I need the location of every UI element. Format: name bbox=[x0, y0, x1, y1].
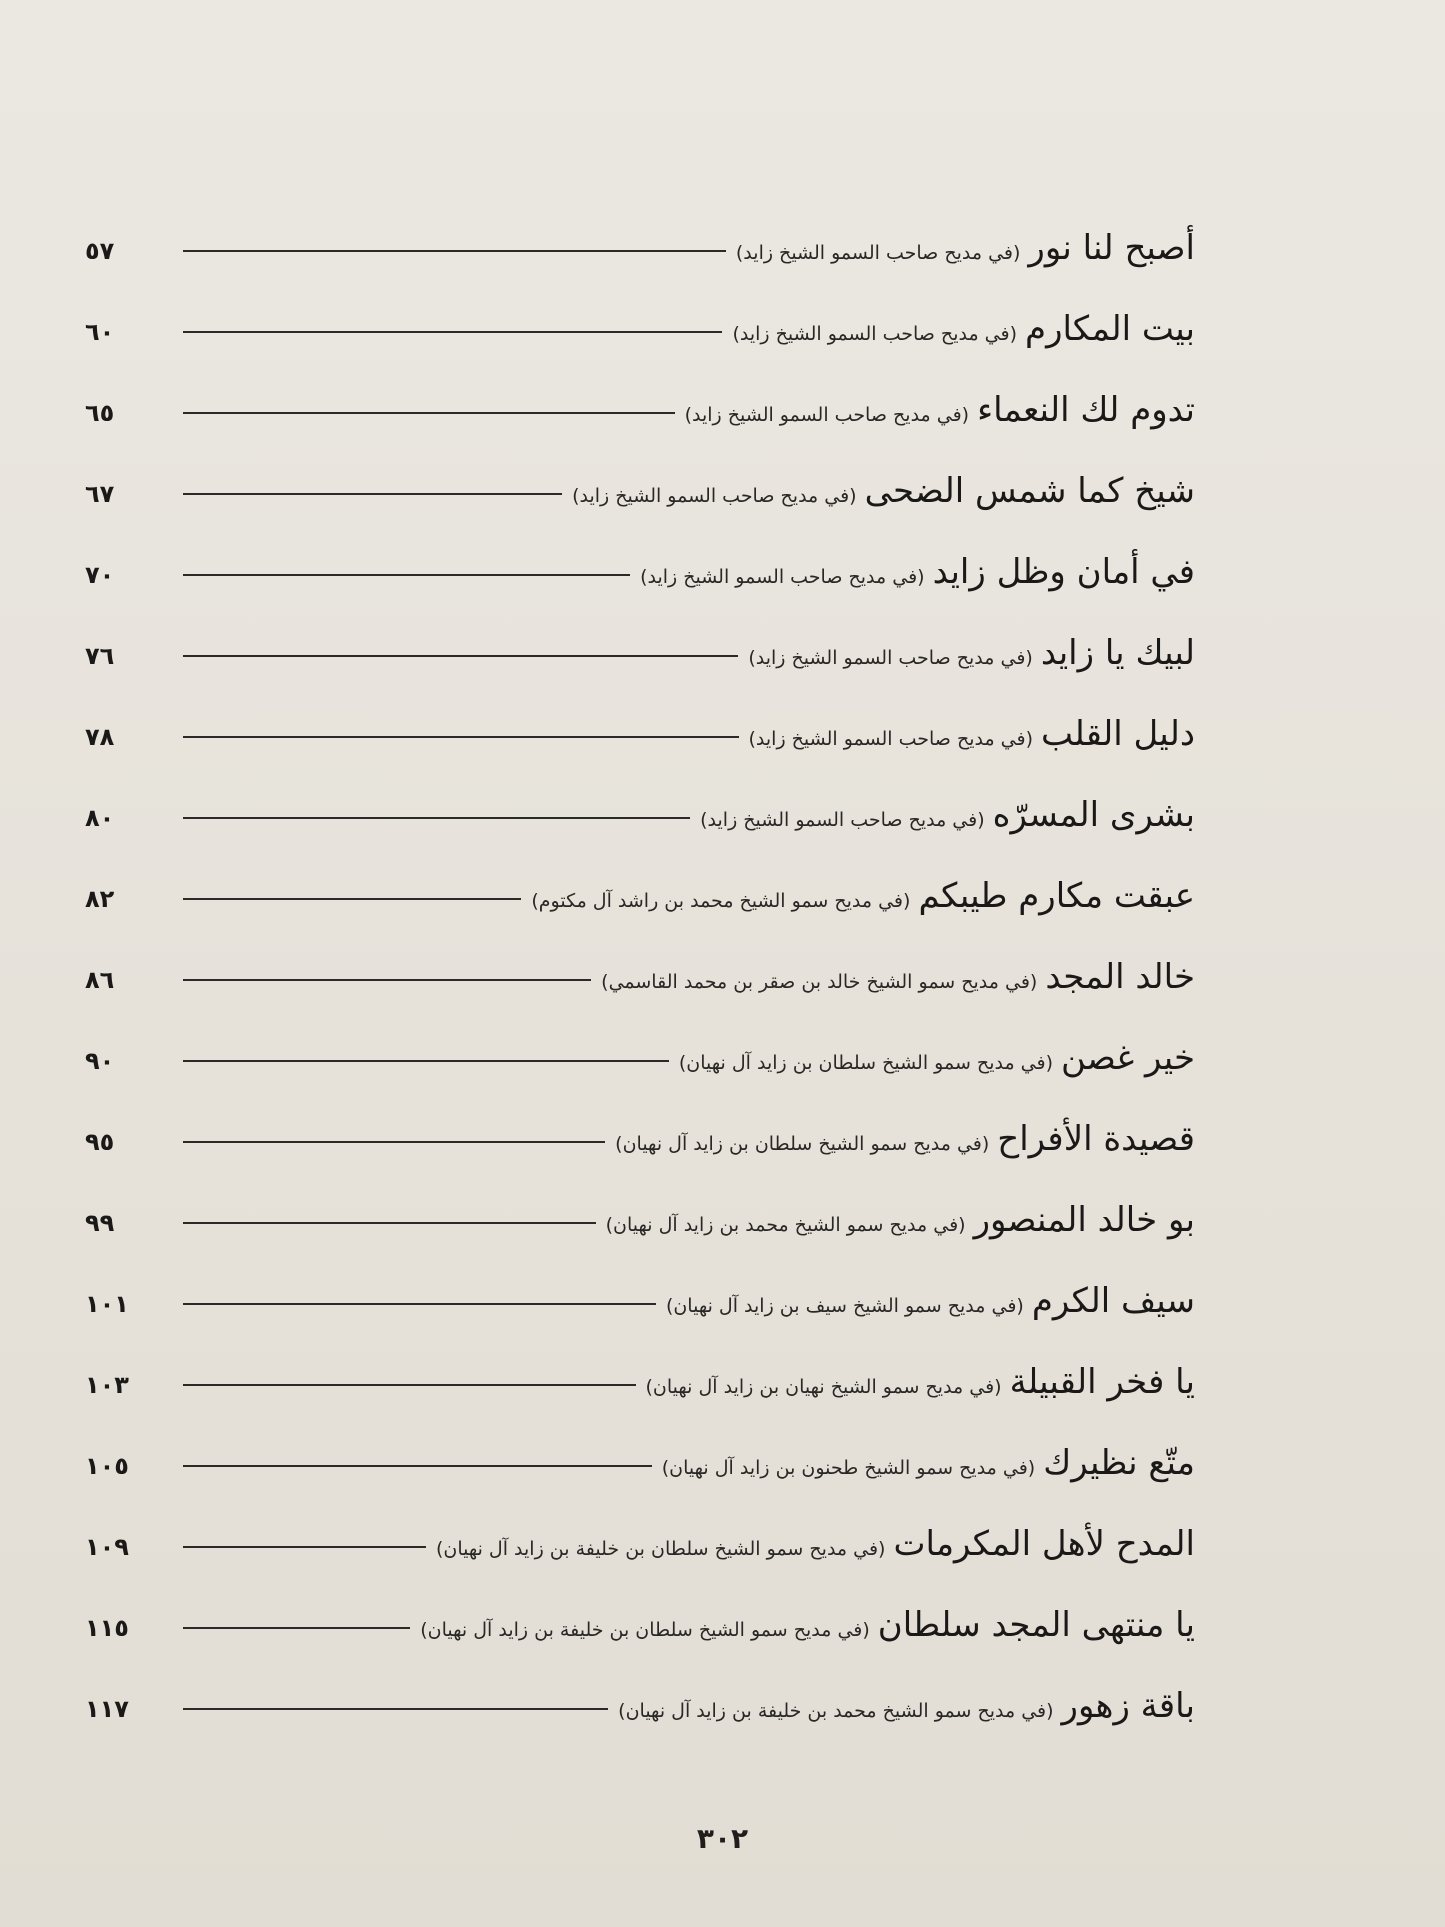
entry-page-number: ٩٠ bbox=[85, 1047, 115, 1075]
toc-entry bbox=[85, 876, 1195, 957]
entry-subtitle: (في مديح صاحب السمو الشيخ زايد) bbox=[684, 404, 970, 426]
toc-entry bbox=[85, 1686, 1195, 1767]
entry-title: شيخ كما شمس الضحى bbox=[864, 471, 1195, 511]
entry-page-number: ٧٦ bbox=[85, 642, 115, 670]
toc-entry bbox=[85, 1524, 1195, 1605]
entry-title: خالد المجد bbox=[1045, 957, 1195, 997]
entry-page-number: ٩٥ bbox=[85, 1128, 115, 1156]
entry-title: أصبح لنا نور bbox=[1028, 228, 1195, 268]
leader-line bbox=[183, 250, 726, 252]
entry-title: بو خالد المنصور bbox=[973, 1200, 1195, 1240]
entry-subtitle: (في مديح صاحب السمو الشيخ زايد) bbox=[700, 809, 985, 831]
leader-line bbox=[183, 655, 738, 657]
entry-page-number: ٩٩ bbox=[85, 1209, 115, 1237]
entry-page-number: ١١٥ bbox=[85, 1614, 129, 1642]
page-folio-number: ٣٠٢ bbox=[696, 1822, 749, 1855]
entry-subtitle: (في مديح صاحب السمو الشيخ زايد) bbox=[640, 566, 925, 588]
entry-title: دليل القلب bbox=[1041, 714, 1195, 754]
entry-subtitle: (في مديح سمو الشيخ خالد بن صقر بن محمد القاسمي) bbox=[601, 971, 1038, 993]
toc-entry bbox=[85, 471, 1195, 552]
toc-entry bbox=[85, 795, 1195, 876]
entry-title: متّع نظيرك bbox=[1043, 1443, 1195, 1483]
entry-title: خير غصن bbox=[1061, 1038, 1195, 1078]
leader-line bbox=[183, 736, 739, 738]
entry-title: في أمان وظل زايد bbox=[932, 552, 1195, 592]
toc-entry bbox=[85, 1038, 1195, 1119]
entry-title: سيف الكرم bbox=[1031, 1281, 1195, 1321]
leader-line bbox=[183, 1465, 652, 1467]
toc-entry bbox=[85, 633, 1195, 714]
leader-line bbox=[183, 412, 675, 414]
toc-entry bbox=[85, 714, 1195, 795]
entry-subtitle: (في مديح سمو الشيخ سلطان بن خليفة بن زايد آل نهيان) bbox=[420, 1619, 870, 1641]
entry-page-number: ٦٧ bbox=[85, 480, 115, 508]
leader-line bbox=[183, 898, 521, 900]
entry-title: بشرى المسرّه bbox=[992, 795, 1195, 835]
entry-title: يا منتهى المجد سلطان bbox=[877, 1605, 1195, 1645]
entry-subtitle: (في مديح سمو الشيخ سلطان بن خليفة بن زايد آل نهيان) bbox=[435, 1538, 886, 1560]
toc-entry bbox=[85, 1119, 1195, 1200]
leader-line bbox=[183, 331, 722, 333]
entry-page-number: ١١٧ bbox=[85, 1695, 129, 1723]
toc-entry bbox=[85, 228, 1195, 309]
entry-page-number: ٦٥ bbox=[85, 399, 115, 427]
leader-line bbox=[183, 1141, 605, 1143]
toc-entry bbox=[85, 1362, 1195, 1443]
entry-page-number: ٦٠ bbox=[85, 318, 115, 346]
entry-title: عبقت مكارم طيبكم bbox=[918, 876, 1195, 916]
leader-line bbox=[183, 1060, 669, 1062]
toc-entry bbox=[85, 552, 1195, 633]
entry-subtitle: (في مديح سمو الشيخ طحنون بن زايد آل نهيان) bbox=[661, 1457, 1036, 1479]
entry-subtitle: (في مديح سمو الشيخ محمد بن زايد آل نهيان) bbox=[605, 1214, 966, 1236]
entry-page-number: ١٠١ bbox=[85, 1290, 129, 1318]
entry-page-number: ١٠٣ bbox=[85, 1371, 129, 1399]
table-of-contents bbox=[85, 228, 1195, 1767]
entry-subtitle: (في مديح سمو الشيخ محمد بن خليفة بن زايد آل نهيان) bbox=[618, 1700, 1054, 1722]
toc-entry bbox=[85, 1605, 1195, 1686]
entry-subtitle: (في مديح صاحب السمو الشيخ زايد) bbox=[732, 323, 1018, 345]
toc-entry bbox=[85, 309, 1195, 390]
entry-subtitle: (في مديح صاحب السمو الشيخ زايد) bbox=[748, 728, 1034, 750]
toc-entry bbox=[85, 390, 1195, 471]
leader-line bbox=[183, 1708, 608, 1710]
leader-line bbox=[183, 817, 690, 819]
entry-title: لبيك يا زايد bbox=[1040, 633, 1195, 673]
leader-line bbox=[183, 979, 591, 981]
leader-line bbox=[183, 574, 630, 576]
leader-line bbox=[183, 1303, 656, 1305]
entry-subtitle: (في مديح سمو الشيخ سيف بن زايد آل نهيان) bbox=[665, 1295, 1024, 1317]
entry-page-number: ٨٠ bbox=[85, 804, 115, 832]
entry-title: بيت المكارم bbox=[1025, 309, 1195, 349]
entry-title: قصيدة الأفراح bbox=[997, 1119, 1195, 1159]
leader-line bbox=[183, 1222, 596, 1224]
entry-subtitle: (في مديح صاحب السمو الشيخ زايد) bbox=[748, 647, 1033, 669]
entry-title: تدوم لك النعماء bbox=[977, 390, 1195, 430]
toc-entry bbox=[85, 1200, 1195, 1281]
toc-entry bbox=[85, 1443, 1195, 1524]
leader-line bbox=[183, 1546, 426, 1548]
toc-entry bbox=[85, 1281, 1195, 1362]
entry-page-number: ١٠٥ bbox=[85, 1452, 129, 1480]
entry-page-number: ٨٢ bbox=[85, 885, 115, 913]
entry-subtitle: (في مديح صاحب السمو الشيخ زايد) bbox=[572, 485, 857, 507]
entry-subtitle: (في مديح سمو الشيخ محمد بن راشد آل مكتوم) bbox=[531, 890, 911, 912]
leader-line bbox=[183, 493, 562, 495]
entry-title: يا فخر القبيلة bbox=[1009, 1362, 1195, 1402]
entry-subtitle: (في مديح سمو الشيخ سلطان بن زايد آل نهيان) bbox=[678, 1052, 1053, 1074]
entry-subtitle: (في مديح صاحب السمو الشيخ زايد) bbox=[735, 242, 1021, 264]
entry-title: باقة زهور bbox=[1061, 1686, 1195, 1726]
entry-subtitle: (في مديح سمو الشيخ نهيان بن زايد آل نهيان) bbox=[645, 1376, 1002, 1398]
entry-title: المدح لأهل المكرمات bbox=[893, 1524, 1195, 1564]
entry-page-number: ٨٦ bbox=[85, 966, 115, 994]
entry-page-number: ١٠٩ bbox=[85, 1533, 129, 1561]
entry-page-number: ٧٠ bbox=[85, 561, 115, 589]
leader-line bbox=[183, 1384, 636, 1386]
entry-page-number: ٥٧ bbox=[85, 237, 115, 265]
entry-page-number: ٧٨ bbox=[85, 723, 115, 751]
toc-entry bbox=[85, 957, 1195, 1038]
entry-subtitle: (في مديح سمو الشيخ سلطان بن زايد آل نهيان) bbox=[615, 1133, 990, 1155]
leader-line bbox=[183, 1627, 410, 1629]
